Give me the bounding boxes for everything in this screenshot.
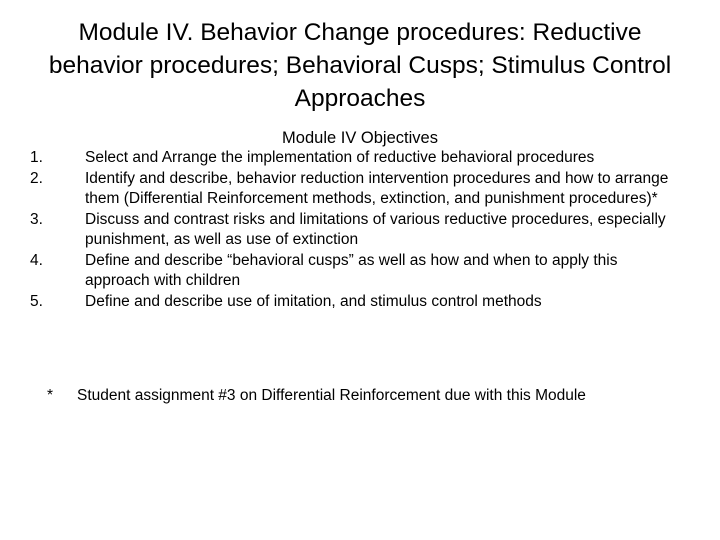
list-item-number: 4.: [30, 251, 43, 269]
slide-title: Module IV. Behavior Change procedures: Reductive behavior procedures; Behavioral Cusps; Stimulus Control Approaches: [48, 19, 672, 112]
list-item: [30, 169, 670, 210]
list-item-number: 2.: [30, 169, 43, 187]
objectives-list: [30, 148, 670, 312]
list-item-text: Select and Arrange the implementation of reductive behavioral procedures: [85, 149, 595, 166]
assignment-note: [47, 386, 667, 407]
list-item: [30, 148, 670, 169]
note-text: Student assignment #3 on Differential Reinforcement due with this Module: [77, 387, 586, 404]
list-item-number: 5.: [30, 292, 43, 310]
list-item-text: Identify and describe, behavior reduction intervention procedures and how to arrange them (Differential Reinforcement methods, extinction, and punishment procedures)*: [85, 169, 669, 207]
list-item: [30, 292, 670, 313]
list-item: [30, 251, 670, 292]
note-marker: *: [47, 387, 54, 404]
list-item-text: Discuss and contrast risks and limitations of various reductive procedures, especially punishment, as well as use of extinction: [85, 210, 666, 248]
list-item-number: 3.: [30, 210, 43, 228]
list-item-text: Define and describe “behavioral cusps” as well as how and when to apply this approach with children: [85, 251, 618, 289]
list-item-number: 1.: [30, 149, 43, 166]
objectives-heading: Module IV Objectives: [282, 129, 438, 147]
list-item: [30, 210, 670, 251]
list-item-text: Define and describe use of imitation, and stimulus control methods: [85, 292, 542, 310]
